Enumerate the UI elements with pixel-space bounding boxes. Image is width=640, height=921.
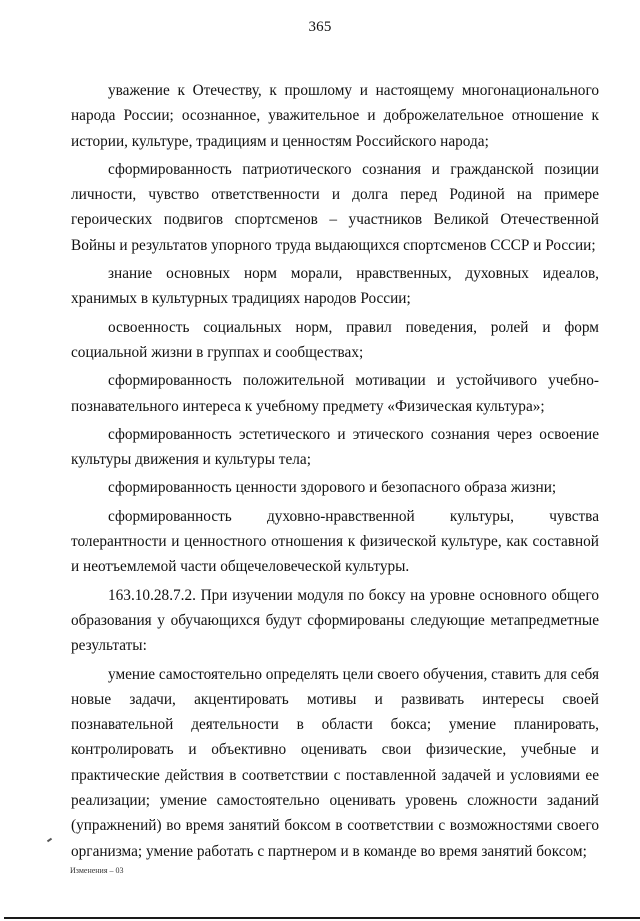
paragraph: уважение к Отечеству, к прошлому и настоящему многонационального народа России; осознанное, уважительное и доброжелательное отношение к истории, культуре, традициям и ценностям Российского народа; (71, 82, 599, 150)
section-paragraph: 163.10.28.7.2. При изучении модуля по боксу на уровне основного общего образования у обучающихся будут сформированы следующие метапредметные результаты: (71, 586, 599, 655)
scan-mark (47, 838, 52, 843)
document-body (71, 78, 599, 867)
bottom-rule (4, 917, 640, 919)
paragraph: сформированность эстетического и этического сознания через освоение культуры движения и культуры тела; (71, 425, 599, 469)
paragraph: сформированность патриотического сознания и гражданской позиции личности, чувство ответственности и долга перед Родиной на примере героических подвигов спортсменов – участников Великой Отечественной Войны и результатов упорного труда выдающихся спортсменов СССР и России; (71, 160, 599, 254)
paragraph: сформированность духовно-нравственной культуры, чувства толерантности и ценностного отношения к физической культуре, как составной и неотъемлемой части общечеловеческой культуры. (71, 507, 599, 576)
footer-note: Изменения – 03 (70, 866, 124, 875)
paragraph: сформированность ценности здорового и безопасного образа жизни; (108, 479, 557, 497)
paragraph: сформированность положительной мотивации и устойчивого учебно-познавательного интереса к учебному предмету «Физическая культура»; (71, 372, 599, 415)
paragraph: умение самостоятельно определять цели своего обучения, ставить для себя новые задачи, акцентировать мотивы и развивать интересы своей познавательной деятельности в области бокса; умение планировать, контролировать и объективно оценивать свои физические, учебные и практические действия в соответствии с поставленной задачей и условиями ее реализации; умение самостоятельно оценивать уровень сложности заданий (упражнений) во время занятий боксом в соответствии с возможностями своего организма; умение работать с партнером и в команде во время занятий боксом; (71, 665, 599, 860)
page-number: 365 (308, 19, 332, 35)
paragraph: освоенность социальных норм, правил поведения, ролей и форм социальной жизни в группах и сообществах; (71, 318, 599, 361)
paragraph: знание основных норм морали, нравственных, духовных идеалов, хранимых в культурных традициях народов России; (71, 265, 599, 308)
